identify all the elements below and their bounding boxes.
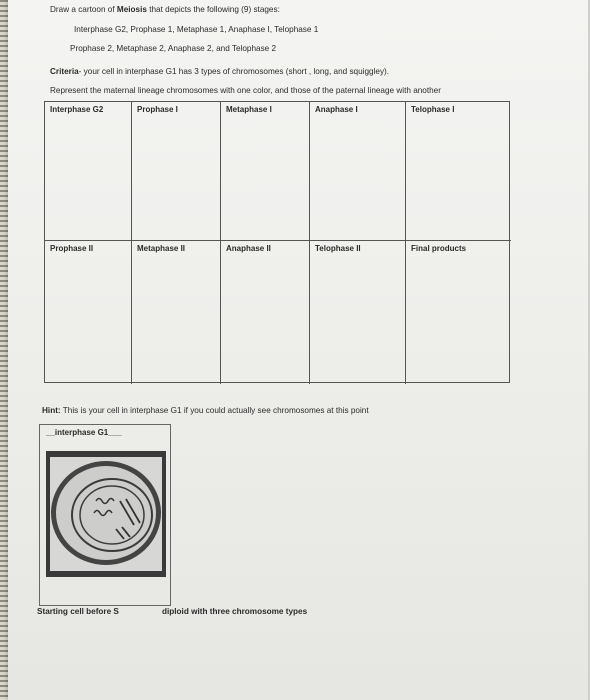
stage-drawing-grid bbox=[44, 101, 510, 383]
meiosis-term: Meiosis bbox=[116, 5, 147, 14]
criteria-line: Criteria- your cell in interphase G1 has 3 types of chromosomes (short , long, and squiggley). bbox=[50, 67, 390, 76]
instruction-line-1: Draw a cartoon of Meiosis that depicts the following (9) stages: bbox=[50, 5, 280, 14]
cell-telophase-1[interactable]: Telophase I bbox=[406, 102, 511, 241]
cell-telophase-2[interactable]: Telophase II bbox=[310, 241, 406, 384]
starting-cell-caption: Starting cell before S bbox=[37, 607, 119, 616]
stage-list-line-1: Interphase G2, Prophase 1, Metaphase 1, Anaphase I, Telophase 1 bbox=[74, 25, 319, 34]
hint-line: Hint: This is your cell in interphase G1 if you could actually see chromosomes at this point bbox=[42, 406, 369, 415]
cell-prophase-2[interactable]: Prophase II bbox=[45, 241, 132, 384]
cell-final-products[interactable]: Final products bbox=[411, 244, 467, 253]
cell-interphase-g2[interactable]: Interphase G2 bbox=[45, 102, 132, 241]
cell-metaphase-2[interactable]: Metaphase II bbox=[132, 241, 221, 384]
cell-anaphase-1[interactable]: Anaphase I bbox=[310, 102, 406, 241]
cell-anaphase-2[interactable]: Anaphase II bbox=[221, 241, 310, 384]
cell-metaphase-1[interactable]: Metaphase I bbox=[221, 102, 310, 241]
interphase-g1-label: __interphase G1___ bbox=[46, 428, 122, 437]
cell-prophase-1[interactable]: Prophase I bbox=[132, 102, 221, 241]
diploid-caption: diploid with three chromosome types bbox=[162, 607, 308, 616]
cell-drawing bbox=[46, 451, 166, 577]
represent-line: Represent the maternal lineage chromosomes with one color, and those of the paternal lineage with another bbox=[50, 86, 441, 95]
interphase-g1-box bbox=[39, 424, 171, 606]
stage-list-line-2: Prophase 2, Metaphase 2, Anaphase 2, and Telophase 2 bbox=[70, 44, 277, 53]
interphase-g1-cell-image bbox=[46, 451, 166, 577]
